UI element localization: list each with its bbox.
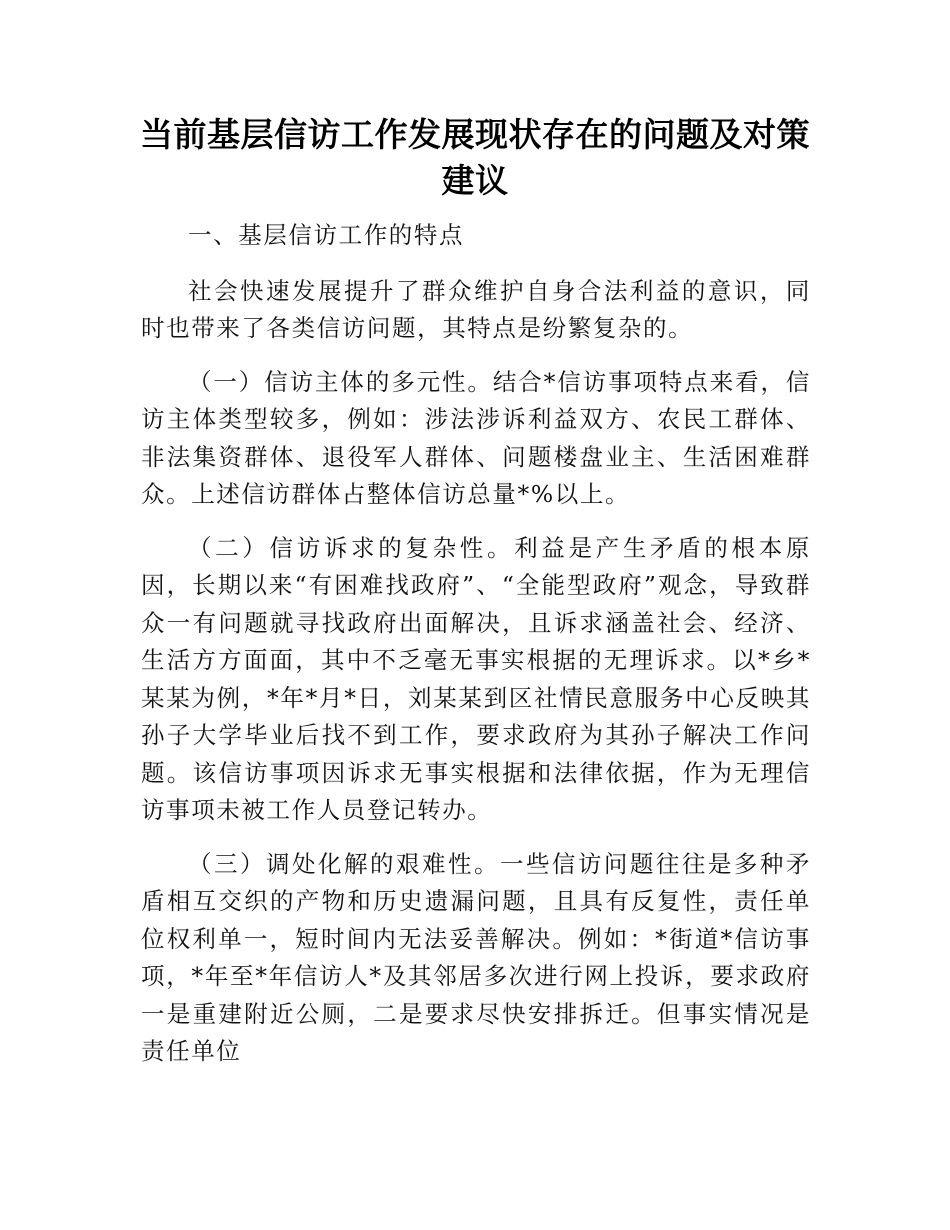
document-title: 当前基层信访工作发展现状存在的问题及对策建议 xyxy=(140,115,810,200)
document-body xyxy=(141,217,811,1087)
paragraph-diversity: （一）信访主体的多元性。结合*信访事项特点来看，信访主体类型较多，例如：涉法涉诉利益双方、农民工群体、非法集资群体、退役军人群体、问题楼盘业主、生活困难群众。上述信访群体占整体信访总量*%以上。 xyxy=(141,367,811,508)
paragraph-complexity: （二）信访诉求的复杂性。利益是产生矛盾的根本原因，长期以来“有困难找政府”、“全能型政府”观念，导致群众一有问题就寻找政府出面解决，且诉求涵盖社会、经济、生活方方面面，其中不乏毫无事实根据的无理诉求。以*乡*某某为例，*年*月*日，刘某某到区社情民意服务中心反映其孙子大学毕业后找不到工作，要求政府为其孙子解决工作问题。该信访事项因诉求无事实根据和法律依据，作为无理信访事项未被工作人员登记转办。 xyxy=(141,533,811,824)
paragraph-intro: 社会快速发展提升了群众维护自身合法利益的意识，同时也带来了各类信访问题，其特点是纷繁复杂的。 xyxy=(141,276,811,342)
paragraph-difficulty: （三）调处化解的艰难性。一些信访问题往往是多种矛盾相互交织的产物和历史遗漏问题，且具有反复性，责任单位权利单一，短时间内无法妥善解决。例如：*街道*信访事项，*年至*年信访人*及其邻居多次进行网上投诉，要求政府一是重建附近公厕，二是要求尽快安排拆迁。但事实情况是责任单位 xyxy=(141,849,811,1065)
section-heading: 一、基层信访工作的特点 xyxy=(188,221,465,249)
